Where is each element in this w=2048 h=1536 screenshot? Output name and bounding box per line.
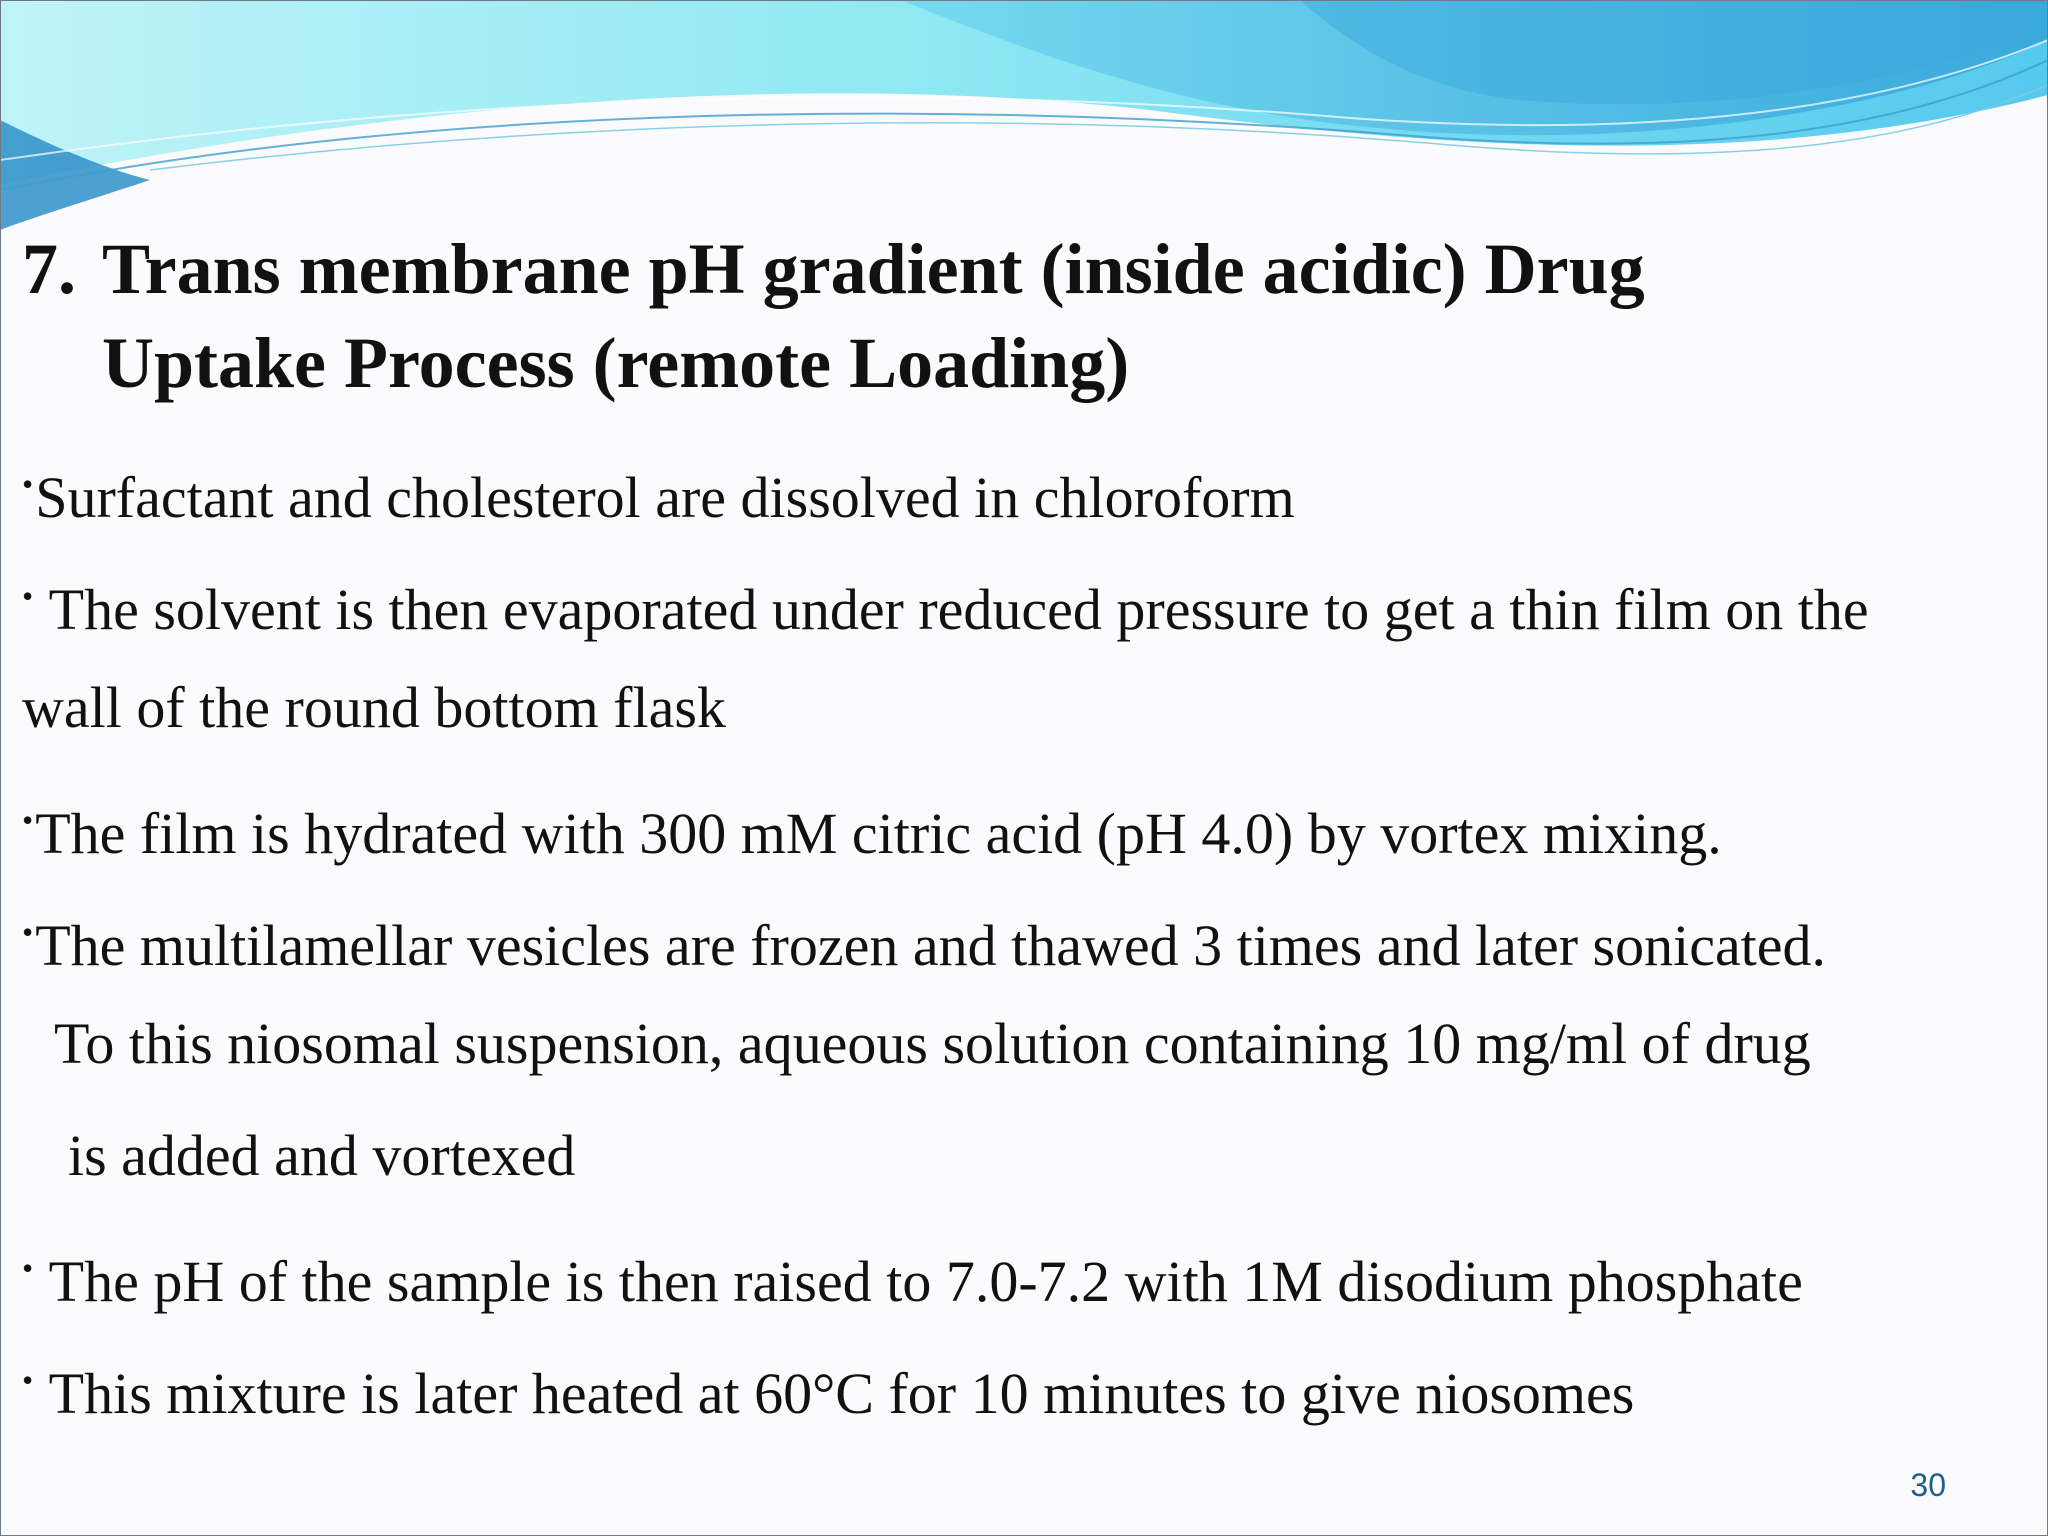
bullet-text: The solvent is then evaporated under reduced pressure to get a thin film on the — [35, 577, 1869, 642]
title-line-2: Uptake Process (remote Loading) — [102, 323, 1130, 403]
bullet-text: is added and vortexed — [68, 1123, 576, 1188]
title-number: 7. — [22, 229, 76, 309]
bullet-text: This mixture is later heated at 60°C for 10 minutes to give niosomes — [35, 1361, 1635, 1426]
bullet-dot: • — [22, 578, 34, 614]
bullet-text: Surfactant and cholesterol are dissolved in chloroform — [35, 465, 1295, 530]
bullet-line-2 — [22, 563, 1869, 643]
bullet-dot: • — [22, 466, 34, 502]
bullet-dot: • — [22, 802, 34, 838]
bullet-text: The multilamellar vesicles are frozen and thawed 3 times and later sonicated. — [35, 913, 1827, 978]
bullet-line-6 — [22, 1347, 1634, 1427]
bullet-text: The film is hydrated with 300 mM citric acid (pH 4.0) by vortex mixing. — [35, 801, 1722, 866]
bullet-text: wall of the round bottom flask — [22, 675, 726, 740]
bullet-dot: • — [22, 1250, 34, 1286]
bullet-dot: • — [22, 914, 34, 950]
title-line-1: Trans membrane pH gradient (inside acidic) Drug — [102, 229, 1645, 309]
page-number: 30 — [1910, 1467, 1946, 1503]
bullet-line-1 — [22, 451, 1295, 531]
bullet-line-3 — [22, 787, 1722, 867]
continuation-line-4b — [68, 1123, 575, 1189]
bullet-text: The pH of the sample is then raised to 7.0-7.2 with 1M disodium phosphate — [35, 1249, 1803, 1314]
bullet-dot: • — [22, 1362, 34, 1398]
bullet-line-4 — [22, 899, 1826, 979]
bullet-text: To this niosomal suspension, aqueous solution containing 10 mg/ml of drug — [54, 1011, 1811, 1076]
continuation-line-2 — [22, 675, 726, 741]
continuation-line-4a — [54, 1011, 1811, 1077]
bullet-line-5 — [22, 1235, 1803, 1315]
header-wave-decoration — [0, 0, 2048, 260]
